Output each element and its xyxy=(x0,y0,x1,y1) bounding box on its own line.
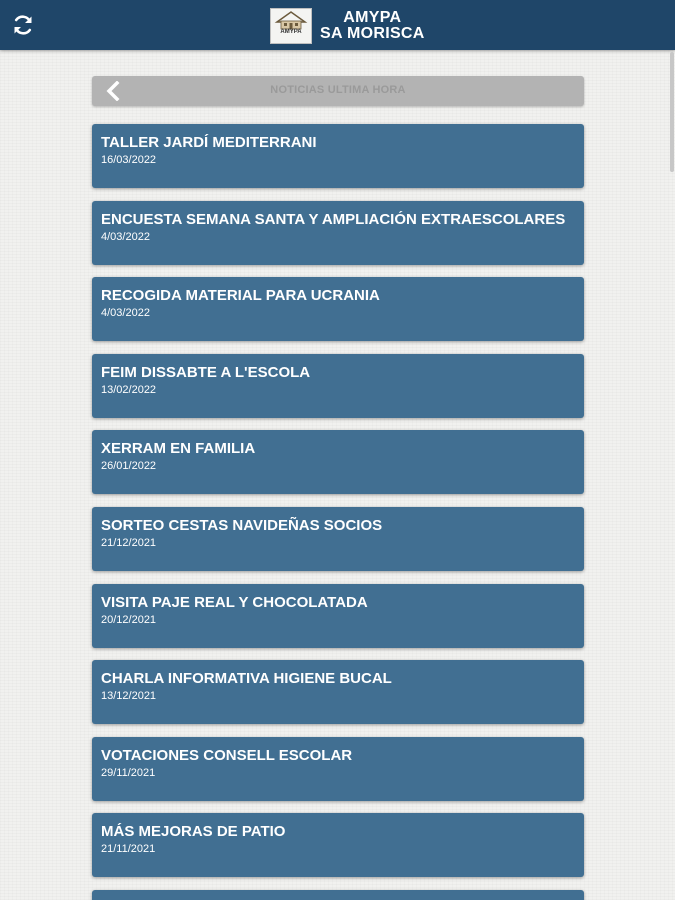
house-icon xyxy=(271,10,311,30)
news-title: XERRAM EN FAMILIA xyxy=(101,440,256,458)
scrollbar-track[interactable] xyxy=(669,50,675,900)
news-date: 13/02/2022 xyxy=(101,383,157,396)
news-item[interactable] xyxy=(92,277,584,341)
news-date: 21/11/2021 xyxy=(101,843,156,856)
news-title: FEIM DISSABTE A L'ESCOLA xyxy=(101,363,311,381)
section-title: NOTICIAS ULTIMA HORA xyxy=(270,84,406,96)
news-title: MÁS MEJORAS DE PATIO xyxy=(101,823,286,841)
news-date: 13/12/2021 xyxy=(101,690,157,703)
school-logo xyxy=(270,8,312,44)
scrollbar-thumb[interactable] xyxy=(670,52,674,172)
news-item[interactable] xyxy=(92,737,584,801)
news-date: 26/01/2022 xyxy=(101,460,157,473)
news-item[interactable] xyxy=(92,584,584,648)
news-date: 4/03/2022 xyxy=(101,307,150,320)
news-title: CHARLA INFORMATIVA HIGIENE BUCAL xyxy=(101,670,392,688)
news-item[interactable] xyxy=(92,124,584,188)
app-header xyxy=(0,0,675,50)
news-title: TALLER JARDÍ MEDITERRANI xyxy=(101,134,317,151)
news-date: 21/12/2021 xyxy=(101,536,157,549)
news-item[interactable] xyxy=(92,354,584,418)
app-title-line1: AMYPA xyxy=(343,9,402,26)
app-title xyxy=(320,10,425,42)
news-title: SORTEO CESTAS NAVIDEÑAS SOCIOS xyxy=(101,516,383,534)
news-title: RECOGIDA MATERIAL PARA UCRANIA xyxy=(101,287,380,305)
logo-text: AMYPA xyxy=(280,29,302,35)
news-item[interactable] xyxy=(92,507,584,571)
news-list xyxy=(92,124,584,900)
news-date: 20/12/2021 xyxy=(101,613,157,626)
news-item[interactable] xyxy=(92,813,584,877)
news-date: 16/03/2022 xyxy=(101,154,157,166)
app-title-line2: SA MORISCA xyxy=(320,25,425,42)
news-title: VOTACIONES CONSELL ESCOLAR xyxy=(101,746,353,764)
section-header xyxy=(92,76,584,106)
refresh-button[interactable] xyxy=(8,10,38,40)
brand xyxy=(270,8,425,44)
news-title: ENCUESTA SEMANA SANTA Y AMPLIACIÓN EXTRAESCOLARES xyxy=(101,210,566,228)
news-item[interactable] xyxy=(92,201,584,265)
news-date: 29/11/2021 xyxy=(101,766,156,779)
news-item[interactable] xyxy=(92,660,584,724)
news-item[interactable] xyxy=(92,430,584,494)
news-title: VISITA PAJE REAL Y CHOCOLATADA xyxy=(101,593,368,611)
news-item[interactable] xyxy=(92,890,584,900)
refresh-icon xyxy=(11,13,35,37)
news-date: 4/03/2022 xyxy=(101,230,150,243)
